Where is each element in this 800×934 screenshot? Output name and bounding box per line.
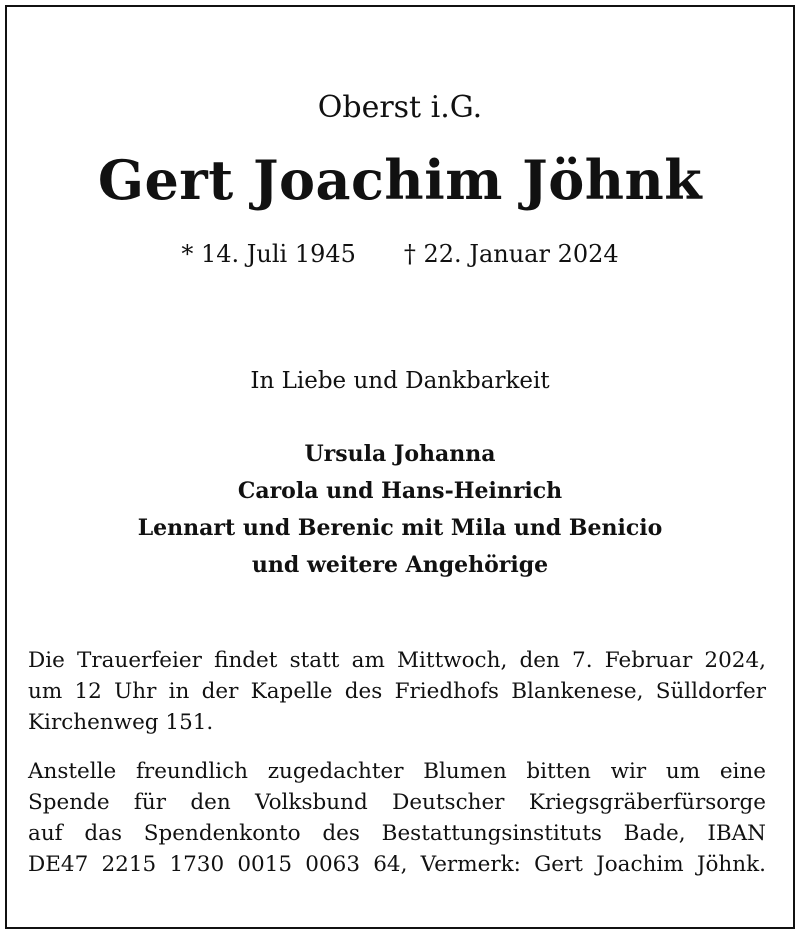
mourner-line: Carola und Hans-Heinrich [237, 478, 563, 504]
life-dates [0, 240, 800, 268]
mourner-line: und weitere Angehörige [251, 552, 549, 578]
funeral-paragraph [28, 645, 766, 738]
mourners-list [0, 436, 800, 584]
mourner-line: Ursula Johanna [304, 441, 496, 467]
funeral-line: um 12 Uhr in der Kapelle des Friedhofs Blankenese, Sülldorfer [28, 679, 766, 704]
rank-title: Oberst i.G. [317, 90, 483, 125]
mourner-line: Lennart und Berenic mit Mila und Benicio [137, 515, 663, 541]
donation-line: Anstelle freundlich zugedachter Blumen bitten wir um eine [28, 759, 766, 784]
funeral-line: Die Trauerfeier findet statt am Mittwoch, den 7. Februar 2024, [28, 648, 766, 673]
donation-line: DE47 2215 1730 0015 0063 64, Vermerk: Gert Joachim Jöhnk. [28, 852, 766, 877]
donation-paragraph [28, 756, 766, 880]
dedication-line: In Liebe und Dankbarkeit [250, 368, 550, 394]
funeral-line: Kirchenweg 151. [28, 710, 214, 735]
donation-line: Spende für den Volksbund Deutscher Kriegsgräberfürsorge [28, 790, 766, 815]
donation-line: auf das Spendenkonto des Bestattungsinstituts Bade, IBAN [28, 821, 766, 846]
birth-date: * 14. Juli 1945 [181, 240, 356, 268]
deceased-name: Gert Joachim Jöhnk [97, 148, 703, 212]
death-date: † 22. Januar 2024 [403, 240, 619, 268]
